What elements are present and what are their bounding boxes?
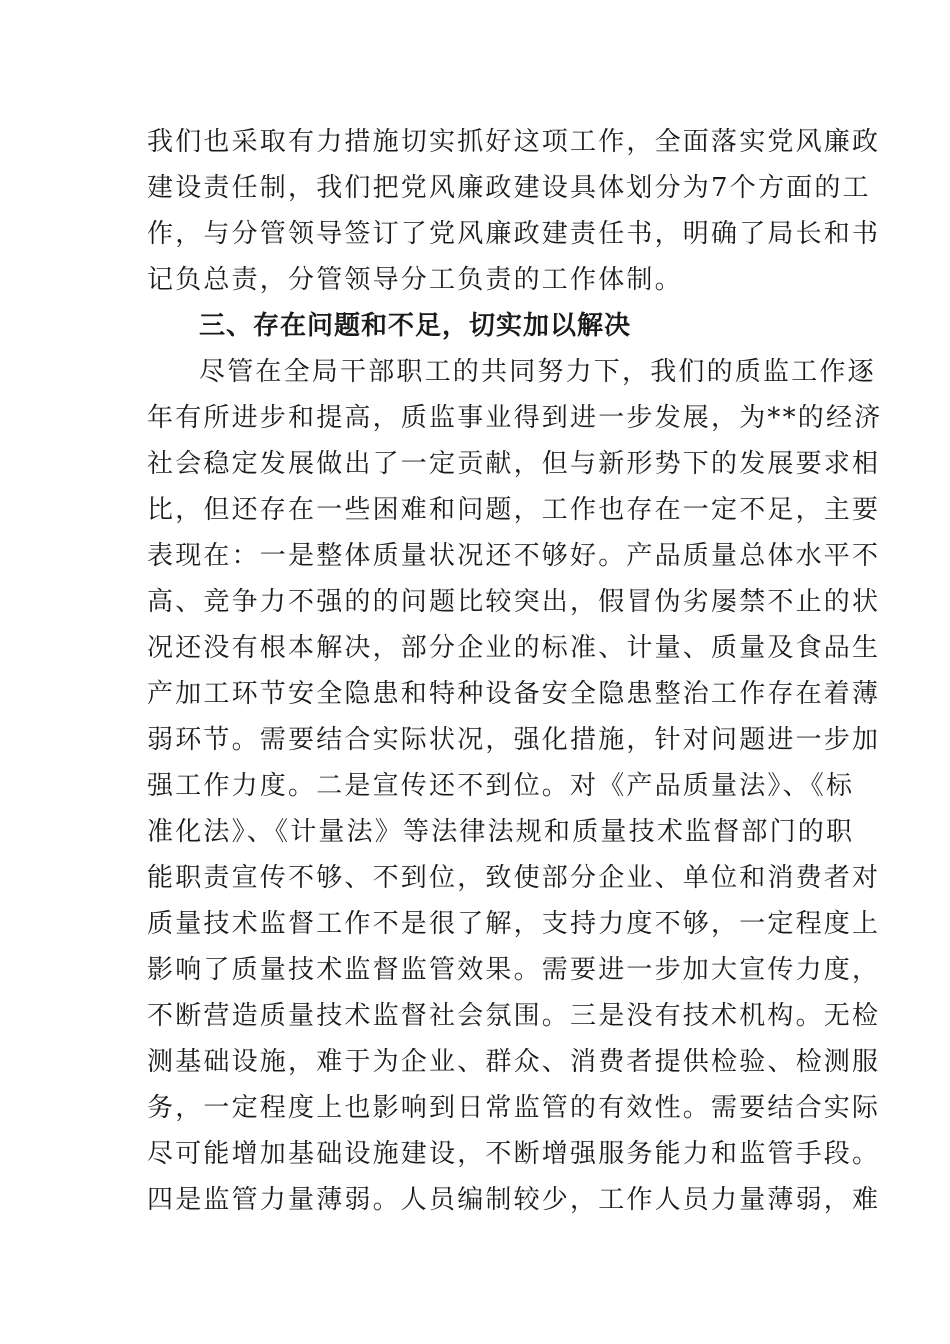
paragraph-line: 社会稳定发展做出了一定贡献，但与新形势下的发展要求相	[147, 449, 881, 479]
paragraph-line: 务，一定程度上也影响到日常监管的有效性。需要结合实际	[147, 1093, 881, 1123]
paragraph-line: 准化法》、《计量法》等法律法规和质量技术监督部门的职	[147, 817, 855, 847]
paragraph-line: 弱环节。需要结合实际状况，强化措施，针对问题进一步加	[147, 725, 881, 755]
paragraph-line: 高、竞争力不强的的问题比较突出，假冒伪劣屡禁不止的状	[147, 587, 881, 617]
paragraph-line: 四是监管力量薄弱。人员编制较少，工作人员力量薄弱，难	[147, 1185, 881, 1215]
paragraph-line: 尽管在全局干部职工的共同努力下，我们的质监工作逐	[199, 357, 876, 387]
paragraph-line: 不断营造质量技术监督社会氛围。三是没有技术机构。无检	[147, 1001, 881, 1031]
paragraph-line: 建设责任制，我们把党风廉政建设具体划分为7个方面的工	[147, 173, 871, 203]
paragraph-line: 尽可能增加基础设施建设，不断增强服务能力和监管手段。	[147, 1139, 881, 1169]
section-heading: 三、存在问题和不足，切实加以解决	[199, 311, 632, 341]
paragraph-line: 年有所进步和提高，质监事业得到进一步发展，为**的经济	[147, 403, 883, 433]
paragraph-line: 况还没有根本解决，部分企业的标准、计量、质量及食品生	[147, 633, 881, 663]
paragraph-line: 影响了质量技术监督监管效果。需要进一步加大宣传力度，	[147, 955, 881, 985]
paragraph-line: 我们也采取有力措施切实抓好这项工作，全面落实党风廉政	[147, 127, 881, 157]
paragraph-line: 强工作力度。二是宣传还不到位。对《产品质量法》、《标	[147, 771, 855, 801]
paragraph-line: 产加工环节安全隐患和特种设备安全隐患整治工作存在着薄	[147, 679, 881, 709]
paragraph-line: 比，但还存在一些困难和问题，工作也存在一定不足，主要	[147, 495, 881, 525]
paragraph-line: 测基础设施，难于为企业、群众、消费者提供检验、检测服	[147, 1047, 881, 1077]
paragraph-line: 质量技术监督工作不是很了解，支持力度不够，一定程度上	[147, 909, 881, 939]
paragraph-line: 能职责宣传不够、不到位，致使部分企业、单位和消费者对	[147, 863, 881, 893]
paragraph-line: 表现在：一是整体质量状况还不够好。产品质量总体水平不	[147, 541, 881, 571]
paragraph-line: 作，与分管领导签订了党风廉政建责任书，明确了局长和书	[147, 219, 881, 249]
paragraph-line: 记负总责，分管领导分工负责的工作体制。	[147, 265, 683, 295]
